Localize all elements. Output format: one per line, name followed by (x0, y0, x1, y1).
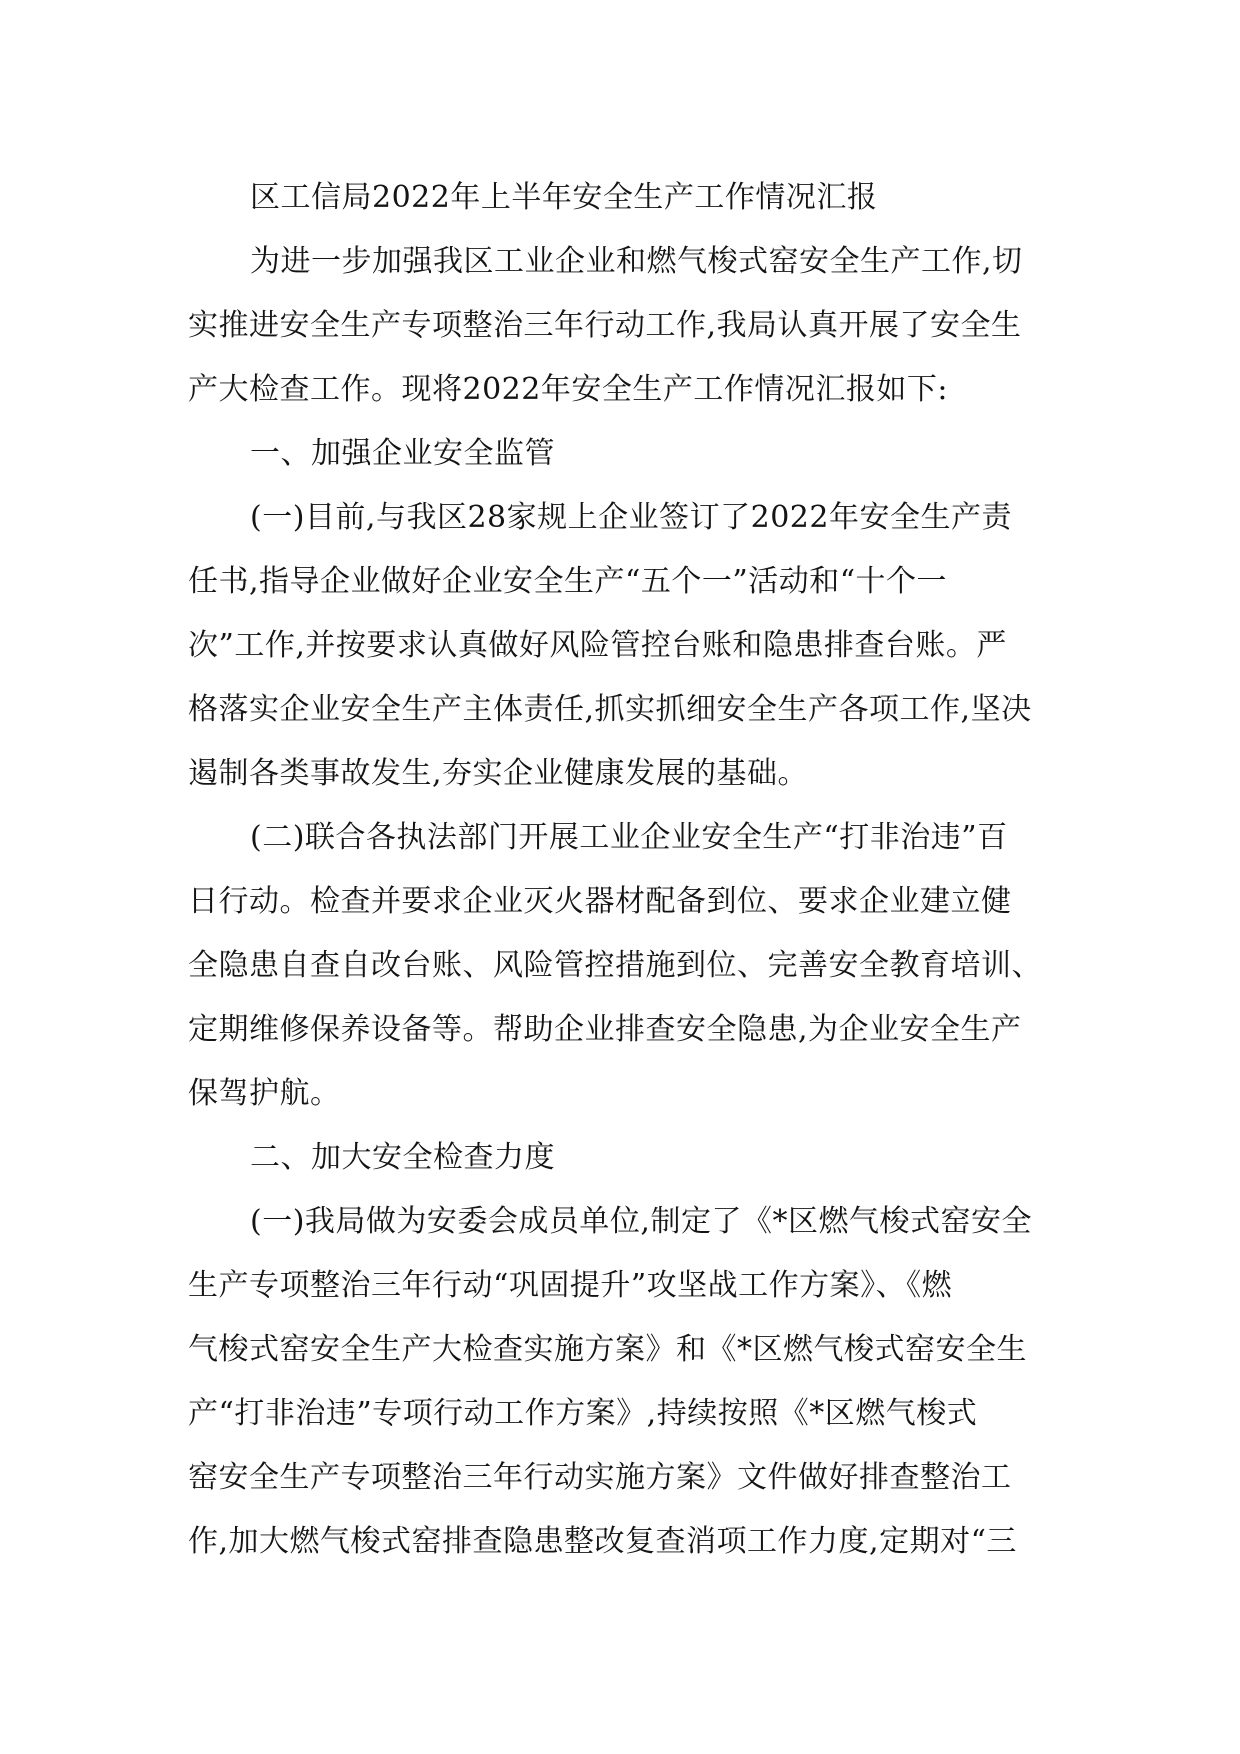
paragraph-2-1-line: 产“打非治违”专项行动工作方案》,持续按照《*区燃气梭式 (188, 1396, 978, 1431)
paragraph-1-1-line: 任书,指导企业做好企业安全生产“五个一”活动和“十个一 (188, 564, 948, 599)
paragraph-2-1-line: 生产专项整治三年行动“巩固提升”攻坚战工作方案》、《燃 (188, 1268, 953, 1303)
paragraph-1-2-line: (二)联合各执法部门开展工业企业安全生产“打非治违”百 (250, 820, 1008, 855)
paragraph-2-1-line: 窑安全生产专项整治三年行动实施方案》文件做好排查整治工 (188, 1460, 1012, 1495)
section-heading-2: 二、加大安全检查力度 (250, 1140, 555, 1175)
paragraph-1-1-line: (一)目前,与我区28家规上企业签订了2022年安全生产责 (250, 500, 1012, 535)
paragraph-1-2-line: 全隐患自查自改台账、风险管控措施到位、完善安全教育培训、 (188, 948, 1042, 983)
document-body (188, 166, 1052, 1574)
paragraph-1-1-line: 格落实企业安全生产主体责任,抓实抓细安全生产各项工作,坚决 (188, 692, 1032, 727)
paragraph-1-1-line: 遏制各类事故发生,夯实企业健康发展的基础。 (188, 756, 809, 791)
paragraph-1-2-line: 日行动。检查并要求企业灭火器材配备到位、要求企业建立健 (188, 884, 1012, 919)
document-title: 区工信局2022年上半年安全生产工作情况汇报 (250, 180, 878, 215)
paragraph-2-1-line: 气梭式窑安全生产大检查实施方案》和《*区燃气梭式窑安全生 (188, 1332, 1027, 1367)
paragraph-2-1-line: (一)我局做为安委会成员单位,制定了《*区燃气梭式窑安全 (250, 1204, 1032, 1239)
paragraph-intro-line: 为进一步加强我区工业企业和燃气梭式窑安全生产工作,切 (250, 244, 1023, 279)
paragraph-1-1-line: 次”工作,并按要求认真做好风险管控台账和隐患排查台账。严 (188, 628, 1007, 663)
paragraph-2-1-line: 作,加大燃气梭式窑排查隐患整改复查消项工作力度,定期对“三 (188, 1524, 1017, 1559)
paragraph-intro-line: 产大检查工作。现将2022年安全生产工作情况汇报如下: (188, 372, 948, 407)
paragraph-1-2-line: 保驾护航。 (188, 1076, 341, 1111)
paragraph-intro-line: 实推进安全生产专项整治三年行动工作,我局认真开展了安全生 (188, 308, 1022, 343)
paragraph-1-2-line: 定期维修保养设备等。帮助企业排查安全隐患,为企业安全生产 (188, 1012, 1022, 1047)
section-heading-1: 一、加强企业安全监管 (250, 436, 555, 471)
